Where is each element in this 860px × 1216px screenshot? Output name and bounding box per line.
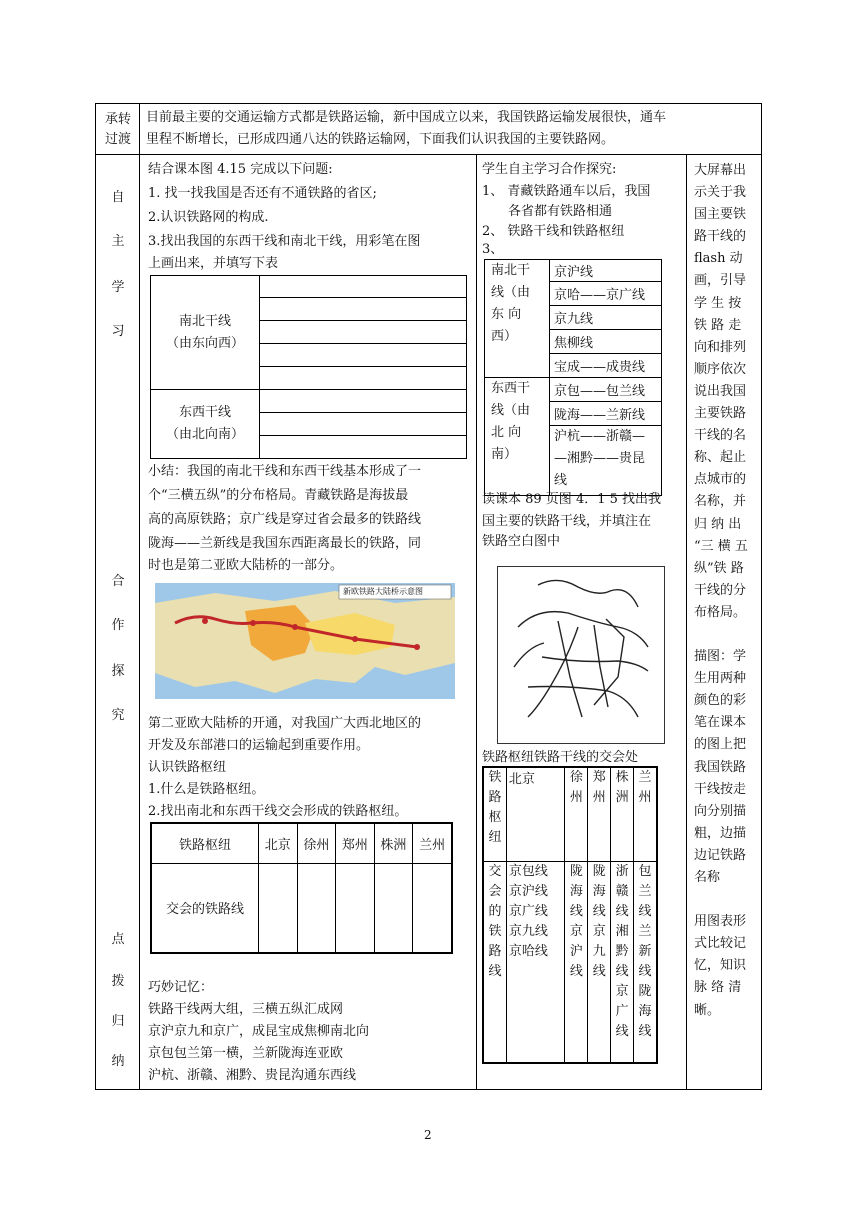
col1-q3a: 3.找出我国的东西干线和南北干线，用彩笔在图 [148,234,421,249]
ns-blank-5[interactable] [260,367,467,390]
hub-answer-table [482,766,658,1064]
teacher-note-line: 主要铁路 [694,406,747,422]
teacher-note-line: 生用两种 [694,671,747,687]
col2-a1a: 1、 青藏铁路通车以后，我国 [482,184,651,199]
transition-label: 承转过渡 [104,112,131,147]
ew-answer-3: 沪杭——浙赣— —湘黔——贵昆 线 [550,426,662,496]
col2-a2: 2、 铁路干线和铁路枢纽 [482,224,625,239]
hub-ans-zhuzhou: 浙 赣 线 湘 黔 线 京 广 线 [611,861,634,1063]
teacher-note-line: 示关于我 [694,185,747,201]
teacher-note-line: 描图：学 [694,649,747,665]
ns-blank-1[interactable] [260,276,467,298]
col2-header: 学生自主学习合作探究: [482,162,617,177]
teacher-note-line: 纵”铁 路 [694,560,744,576]
hub-ans-header-zhengzhou: 郑 州 [588,767,611,861]
ew-answer-label: 东西干 线（由 北 向 南） [485,378,550,496]
ns-blank-3[interactable] [260,321,467,344]
ns-blank-4[interactable] [260,344,467,367]
hub-ans-header-beijing: 北京 [506,767,565,861]
col1-q3b: 上画出来，并填写下表 [148,256,279,271]
teacher-note-line: 笔在课本 [694,715,747,731]
ns-blank-2[interactable] [260,298,467,321]
hub-blank-xuzhou[interactable] [297,863,336,953]
teacher-note-line: 点城市的 [694,472,747,488]
hub-ans-header-zhuzhou: 株 洲 [611,767,634,861]
ew-blank-1[interactable] [260,390,467,413]
teacher-note-line [694,889,758,911]
ew-blank-3[interactable] [260,436,467,459]
col2-a3: 3、 [482,242,504,257]
ew-answer-2: 陇海——兰新线 [550,402,662,426]
col1-intro: 结合课本图 4.15 完成以下问题: [148,162,333,177]
ns-answer-3: 京九线 [550,306,662,330]
hub-ans-zhengzhou: 陇 海 线 京 九 线 [588,861,611,1063]
ns-label-cell: 南北干线 （由东向西） [151,276,260,390]
transition-text-1: 目前最主要的交通运输方式都是铁路运输，新中国成立以来，我国铁路运输发展很快，通车 [146,110,667,125]
map-title: 新欧铁路大陆桥示意图 [343,587,423,596]
hub-row-label: 交会的铁路线 [151,863,259,953]
teacher-note-line: 称、起止 [694,450,747,466]
hub-header-beijing: 北京 [259,823,298,863]
ew-label-cell: 东西干线 （由北向南） [151,390,260,459]
teacher-note-line: 式比较记 [694,936,747,952]
hub-fill-table [150,822,453,954]
hub-blank-lanzhou[interactable] [413,863,452,953]
blank-railway-map [497,566,665,744]
hub-ans-beijing: 京包线 京沪线 京广线 京九线 京哈线 [506,861,565,1063]
ns-answer-4: 焦柳线 [550,330,662,354]
hub-blank-zhengzhou[interactable] [336,863,375,953]
hub-header-lanzhou: 兰州 [413,823,452,863]
teacher-note-line: 颜色的彩 [694,693,747,709]
transition-text-2: 里程不断增长，已形成四通八达的铁路运输网，下面我们认识我国的主要铁路网。 [146,132,615,147]
teacher-note-line: 忆，知识 [694,958,747,974]
teacher-note-line: 脉 络 清 [694,980,742,996]
teacher-note-line: 学 生 按 [694,295,742,311]
ns-answer-2: 京哈——京广线 [550,282,662,306]
page-number: 2 [424,1128,432,1142]
teacher-note-line: 名称 [694,870,721,885]
hub-ans-header-label: 铁 路 枢 纽 [483,767,506,861]
teacher-note-line: 布格局。 [694,604,747,620]
hub-ans-header-xuzhou: 徐 州 [565,767,588,861]
hub-caption: 铁路枢纽铁路干线的交会处 [482,750,639,765]
teacher-note-line: 顺序依次 [694,361,747,377]
ew-blank-2[interactable] [260,413,467,436]
teacher-note-line: 国主要铁 [694,207,747,223]
ns-answer-5: 宝成——成贵线 [550,354,662,378]
hub-header-xuzhou: 徐州 [297,823,336,863]
teacher-note-line: 铁 路 走 [694,317,742,333]
col1-q2: 2.认识铁路网的构成. [148,210,269,225]
teacher-note-line: 用图表形 [694,914,747,930]
ns-answer-1: 京沪线 [550,260,662,282]
teacher-note-line: 的图上把 [694,737,747,753]
teacher-note-line: 边记铁路 [694,847,747,863]
ew-answer-1: 京包——包兰线 [550,378,662,402]
teacher-note-line: 干线的名 [694,428,747,444]
hub-header-zhengzhou: 郑州 [336,823,375,863]
hub-ans-header-lanzhou: 兰 州 [634,767,657,861]
hub-ans-row-label: 交 会 的 铁 路 线 [483,861,506,1063]
teacher-note-line: 归 纳 出 [694,516,742,532]
col1-q1: 1. 找一找我国是否还有不通铁路的省区; [148,186,377,201]
teacher-note-line: 我国铁路 [694,759,747,775]
land-bridge-map [155,583,455,699]
teacher-note-line: “三 横 五 [694,538,748,554]
teacher-note-line: 向和排列 [694,339,747,355]
teacher-note-line: 晰。 [694,1002,721,1018]
teacher-note-line: 大屏幕出 [694,163,747,178]
trunk-answer-table [484,259,662,496]
ns-answer-label: 南北干 线（由 东 向 西） [485,260,550,378]
teacher-note-line: 干线按走 [694,781,747,797]
teacher-note-line: flash 动 [694,251,743,267]
hub-header-zhuzhou: 株洲 [374,823,413,863]
teacher-note-line: 干线的分 [694,582,747,598]
hub-header-label: 铁路枢纽 [151,823,259,863]
trunk-fill-table [150,275,467,459]
col2-a1b: 各省都有铁路相通 [508,204,613,219]
hub-ans-lanzhou: 包 兰 线 兰 新 线 陇 海 线 [634,861,657,1063]
teacher-note-line: 说出我国 [694,383,747,399]
teacher-note-line [694,624,758,646]
hub-blank-beijing[interactable] [259,863,298,953]
teacher-note-line: 向分别描 [694,803,747,819]
hub-ans-xuzhou: 陇 海 线 京 沪 线 [565,861,588,1063]
hub-blank-zhuzhou[interactable] [374,863,413,953]
teacher-note-line: 画，引导 [694,273,747,289]
teacher-notes [694,160,758,1022]
teacher-note-line: 粗，边描 [694,825,747,841]
teacher-note-line: 名称，并 [694,494,747,510]
teacher-note-line: 路干线的 [694,229,747,245]
